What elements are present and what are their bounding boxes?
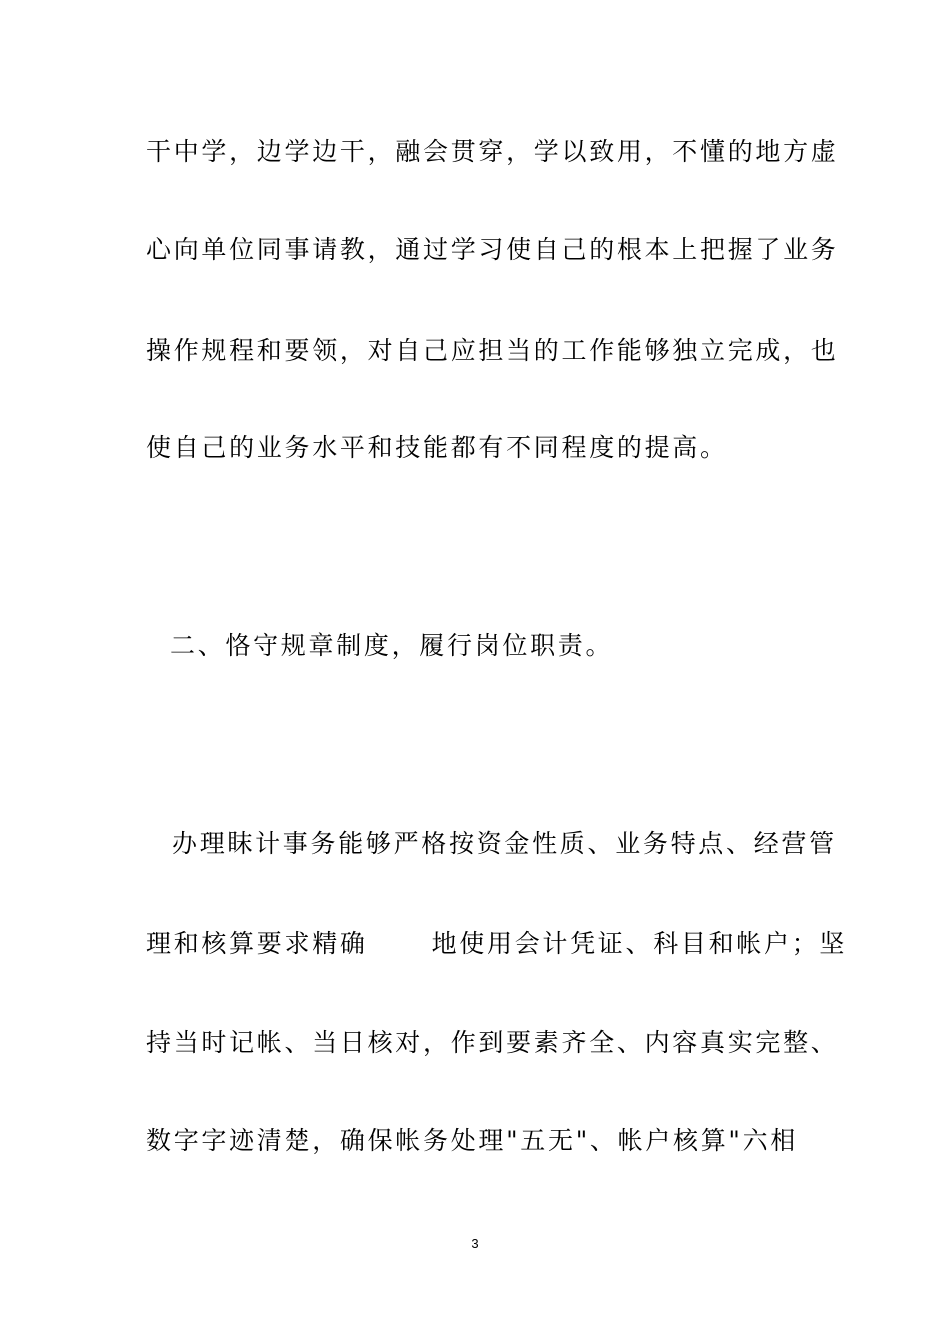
paragraph-line: 干中学，边学边干，融会贯穿，学以致用，不懂的地方虚	[146, 137, 839, 166]
section-heading: 二、恪守规章制度，履行岗位职责。	[170, 631, 614, 660]
paragraph-line: 心向单位同事请教，通过学习使自己的根本上把握了业务	[146, 235, 839, 264]
paragraph-line-segment: 理和核算要求精确	[146, 929, 368, 958]
page-number: 3	[471, 1236, 479, 1251]
paragraph-line: 使自己的业务水平和技能都有不同程度的提高。	[146, 433, 728, 462]
paragraph-line: 数字字迹清楚，确保帐务处理"五无"、帐户核算"六相	[146, 1126, 798, 1155]
paragraph-line: 办理眜计事务能够严格按资金性质、业务特点、经营管	[172, 829, 837, 858]
paragraph-line: 操作规程和要领，对自己应担当的工作能够独立完成，也	[146, 336, 839, 365]
paragraph-line	[146, 929, 848, 959]
paragraph-line: 持当时记帐、当日核对，作到要素齐全、内容真实完整、	[146, 1028, 839, 1057]
paragraph-line-segment: 地使用会计凭证、科目和帐户；坚	[431, 929, 848, 958]
